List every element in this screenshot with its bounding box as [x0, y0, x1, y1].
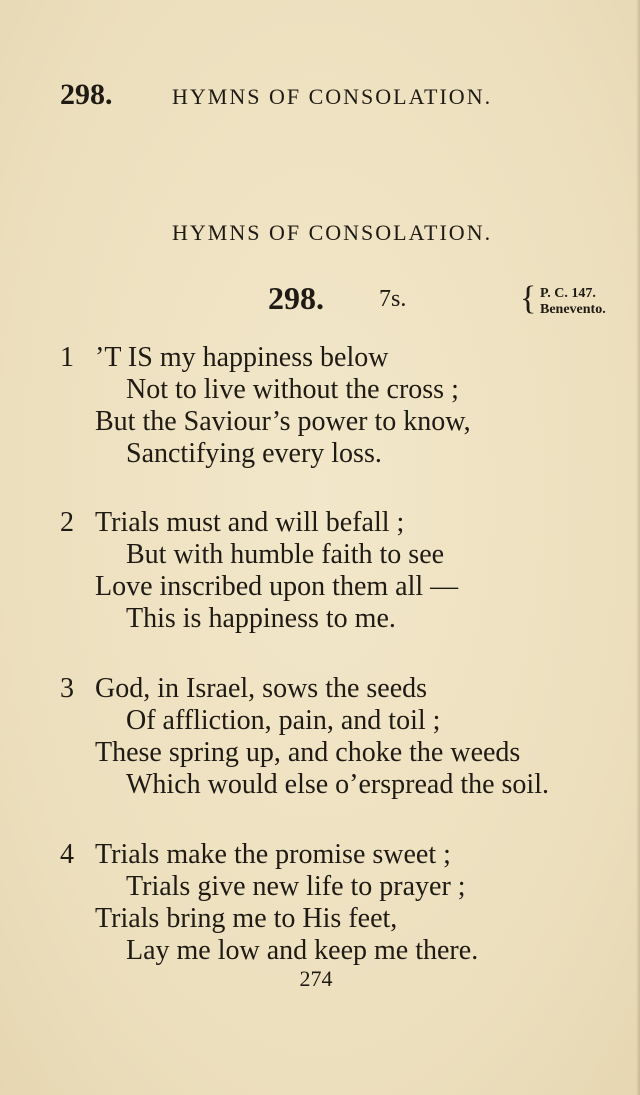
hymn-tune-name: Benevento.	[540, 302, 606, 317]
stanza-number: 3	[60, 673, 74, 704]
page-number: 274	[299, 966, 333, 991]
stanza-line: This is happiness to me.	[126, 603, 396, 634]
stanza-line: Trials must and will befall ;	[95, 507, 405, 538]
stanza-line: Of affliction, pain, and toil ;	[126, 705, 441, 736]
stanza-line: Not to live without the cross ;	[126, 374, 459, 405]
stanza-line: But with humble faith to see	[126, 539, 445, 570]
stanza-line: Which would else o’erspread the soil.	[126, 769, 549, 800]
stanza-line: These spring up, and choke the weeds	[95, 737, 521, 768]
hymn-meter: 7s.	[379, 286, 407, 312]
hymn-reference-code: P. C. 147.	[540, 286, 596, 301]
stanza-line: God, in Israel, sows the seeds	[95, 673, 428, 704]
running-header	[60, 78, 620, 114]
stanza-number: 2	[60, 507, 74, 538]
stanza-line: Trials give new life to prayer ;	[126, 871, 466, 902]
stanza-line: Lay me low and keep me there.	[126, 935, 479, 966]
stanza-line: But the Saviour’s power to know,	[95, 406, 471, 437]
stanza-number: 1	[60, 342, 74, 373]
stanza-line: Sanctifying every loss.	[126, 438, 382, 469]
header-hymn-number: 298.	[60, 78, 113, 111]
stanza-line: Love inscribed upon them all —	[95, 571, 459, 602]
footer-page-number	[0, 966, 640, 992]
stanza-line: ’T IS my happiness below	[95, 342, 389, 373]
header-title: HYMNS OF CONSOLATION.	[172, 84, 493, 109]
hymn-heading	[0, 280, 640, 330]
hymn-reference	[540, 286, 606, 318]
hymn-reference-brace: {	[520, 280, 537, 317]
stanza-number: 4	[60, 839, 74, 870]
stanza-line: Trials make the promise sweet ;	[95, 839, 451, 870]
hymn-number: 298.	[268, 280, 324, 316]
page-edge-shadow	[636, 0, 640, 1095]
stanza-line: Trials bring me to His feet,	[95, 903, 398, 934]
section-title: HYMNS OF CONSOLATION.	[172, 220, 493, 245]
